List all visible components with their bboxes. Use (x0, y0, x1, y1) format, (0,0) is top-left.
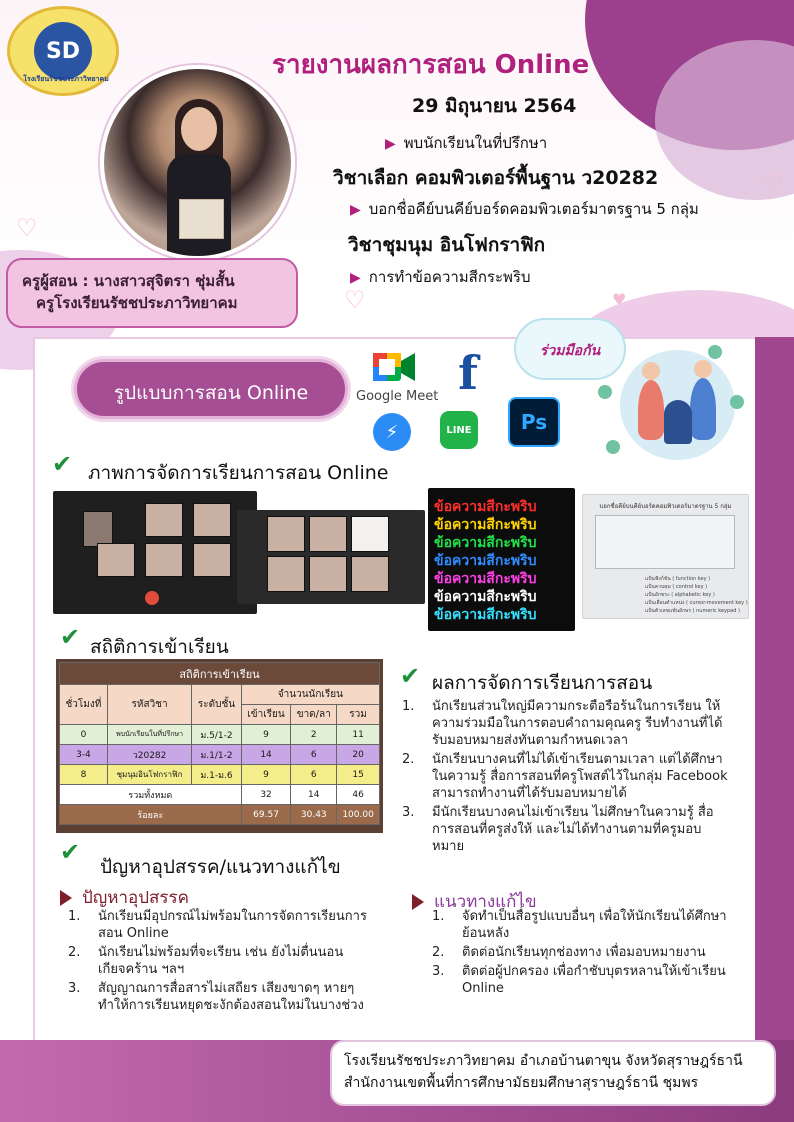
arrow-right-icon: ▶ (385, 136, 396, 152)
photoshop-icon: Ps (508, 397, 560, 447)
family-shield-icon (620, 350, 735, 460)
results-list (402, 698, 732, 857)
header-item: วิชาชุมนุม อินโฟกราฟิก (348, 234, 546, 256)
section-title-problems: ปัญหาอุปสรรค/แนวทางแก้ไข (100, 856, 341, 878)
header-item: ▶ การทำข้อความสีกระพริบ (350, 268, 531, 286)
keyboard-title: บอกชื่อคีย์บนคีย์บอร์ดคอมพิวเตอร์มาตรฐาน 5 กลุ่ม (599, 503, 732, 510)
attendance-table (59, 662, 380, 825)
section-title-results: ผลการจัดการเรียนการสอน (432, 672, 653, 694)
col-present: เข้าเรียน (241, 705, 291, 725)
heart-icon: ♡ (762, 170, 784, 198)
col-absent: ขาด/ลา (291, 705, 337, 725)
table-row-sum: รวมทั้งหมด 32 14 46 (60, 785, 380, 805)
checkmark-icon: ✔ (400, 662, 421, 690)
table-row: 3-4 ว20282 ม.1/1-2 14 6 20 (60, 745, 380, 765)
line-icon: LINE (440, 411, 478, 449)
section-title-stats: สถิติการเข้าเรียน (90, 636, 229, 658)
virus-icon (598, 385, 612, 399)
keyboard-diagram (595, 515, 735, 569)
list-item: 3. ติดต่อผู้ปกครอง เพื่อกำชับบุตรหลานให้เข้าเรียน Online (432, 964, 726, 996)
list-item: 3. สัญญาณการสื่อสารไม่เสถียร เสียงขาดๆ หายๆ ทำให้การเรียนหยุดชะงักต้องสอนใหม่ในบางช่วง (68, 981, 364, 1013)
teacher-info (6, 258, 298, 328)
virus-icon (708, 345, 722, 359)
checkmark-icon: ✔ (52, 450, 73, 478)
google-meet-label: Google Meet (356, 389, 439, 404)
virus-icon (606, 440, 620, 454)
school-seal-icon: SD (34, 22, 92, 80)
list-item: 2. นักเรียนบางคนที่ไม่ได้เข้าเรียนตามเวลา แต่ได้ศึกษาในความรู้ สื่อการสอนที่ครูโพสต์ไว้ในกลุ่ม Facebook สามารถทำงานที่ได้รับมอบหมายได้ (402, 752, 728, 801)
school-logo (7, 6, 119, 96)
teacher-photo (100, 65, 295, 260)
checkmark-icon: ✔ (60, 838, 81, 866)
table-row-percent: ร้อยละ 69.57 30.43 100.00 (60, 805, 380, 825)
header-item: ▶ พบนักเรียนในที่ปรึกษา (385, 134, 548, 152)
solutions-list (432, 908, 732, 999)
footer-line1: โรงเรียนรัชชประภาวิทยาคม อำเภอบ้านตาขุน จังหวัดสุราษฎร์ธานี (344, 1053, 743, 1069)
col-level: ระดับชั้น (192, 685, 242, 725)
logo-caption: โรงเรียนรัชชประภาวิทยาคม (23, 75, 109, 83)
problems-title: ปัญหาอุปสรรค (60, 884, 189, 911)
table-row: 0 พบนักเรียนในที่ปรึกษา ม.5/1-2 9 2 11 (60, 725, 380, 745)
meet-screenshot (53, 491, 257, 614)
report-date: 29 มิถุนายน 2564 (412, 95, 577, 117)
heart-icon: ♥ (612, 290, 627, 309)
list-item: 1. นักเรียนส่วนใหญ่มีความกระตือรือร้นในการเรียน ให้ความร่วมมือในการตอบคำถามคุณครู รีบทำงานที่ได้รับมอบหมายส่งทันตามกำหนดเวลา (402, 699, 723, 748)
teacher-school: ครูโรงเรียนรัชชประภาวิทยาคม (36, 294, 238, 312)
page-title: รายงานผลการสอน Online (272, 50, 590, 80)
cooperation-cloud: ร่วมมือกัน (514, 318, 626, 380)
col-code: รหัสวิชา (107, 685, 191, 725)
blink-text: ข้อความสีกะพริบ (434, 499, 537, 515)
heart-icon: ♡ (16, 214, 38, 242)
blink-text: ข้อความสีกะพริบ (434, 571, 537, 587)
messenger-icon: ⚡ (373, 413, 411, 451)
col-total: รวม (337, 705, 380, 725)
decor-band (755, 337, 794, 1122)
table-row: 8 ชุมนุมอินโฟกราฟิก ม.1-ม.6 9 6 15 (60, 765, 380, 785)
arrow-right-icon: ▶ (350, 270, 361, 286)
solutions-title: แนวทางแก้ไข (412, 888, 537, 915)
virus-icon (730, 395, 744, 409)
google-meet-icon (368, 345, 420, 389)
list-item: 3. มีนักเรียนบางคนไม่เข้าเรียน ไม่ศึกษาในความรู้ สื่อการสอนที่ครูส่งให้ และไม่ได้ทำงานตามที่ครูมอบหมาย (402, 805, 714, 854)
facebook-icon: f (458, 346, 478, 400)
col-students: จำนวนนักเรียน (241, 685, 379, 705)
meet-screenshot (237, 510, 425, 604)
footer (330, 1040, 776, 1106)
list-item: 2. ติดต่อนักเรียนทุกช่องทาง เพื่อมอบหมายงาน (432, 945, 706, 960)
problems-list (68, 908, 388, 1016)
list-item: 1. นักเรียนมีอุปกรณ์ไม่พร้อมในการจัดการเรียนการสอน Online (68, 909, 367, 941)
col-period: ชั่วโมงที่ (60, 685, 108, 725)
triangle-right-icon (60, 890, 72, 906)
table-caption: สถิติการเข้าเรียน (60, 663, 380, 685)
teaching-mode-label: รูปแบบการสอน Online (74, 359, 348, 419)
list-item: 1. จัดทำเป็นสื่อรูปแบบอื่นๆ เพื่อให้นักเรียนได้ศึกษาย้อนหลัง (432, 909, 727, 941)
checkmark-icon: ✔ (60, 623, 81, 651)
heart-icon: ♡ (344, 286, 366, 314)
triangle-right-icon (412, 894, 424, 910)
teacher-name: ครูผู้สอน : นางสาวสุจิตรา ชุ่มสั้น (22, 272, 235, 290)
blink-text: ข้อความสีกะพริบ (434, 517, 537, 533)
blink-text: ข้อความสีกะพริบ (434, 553, 537, 569)
blink-text: ข้อความสีกะพริบ (434, 607, 537, 623)
list-item: 2. นักเรียนไม่พร้อมที่จะเรียน เช่น ยังไม่ตื่นนอน เกียจคร้าน ฯลฯ (68, 945, 344, 977)
header-item: วิชาเลือก คอมพิวเตอร์พื้นฐาน ว20282 (333, 167, 659, 189)
blink-text: ข้อความสีกะพริบ (434, 589, 537, 605)
keyboard-worksheet: บอกชื่อคีย์บนคีย์บอร์ดคอมพิวเตอร์มาตรฐาน 5 กลุ่ม แป้นฟังก์ชัน ( function key ) แป้นควบคุม ( control key ) แป้นอักขระ ( alphabetic key ) แป้นเลื่อนตำแหน่ง ( cursor-movement key ) แป้นตัวเลขแพ้นอักษร ( numeric keypad ) (582, 494, 749, 619)
header-item: ▶ บอกชื่อคีย์บนคีย์บอร์ดคอมพิวเตอร์มาตรฐาน 5 กลุ่ม (350, 200, 699, 218)
blinking-text-screenshot (428, 488, 575, 631)
arrow-right-icon: ▶ (350, 202, 361, 218)
section-title-images: ภาพการจัดการเรียนการสอน Online (88, 462, 389, 484)
footer-line2: สำนักงานเขตพื้นที่การศึกษามัธยมศึกษาสุราษฎร์ธานี ชุมพร (344, 1075, 699, 1091)
blink-text: ข้อความสีกะพริบ (434, 535, 537, 551)
